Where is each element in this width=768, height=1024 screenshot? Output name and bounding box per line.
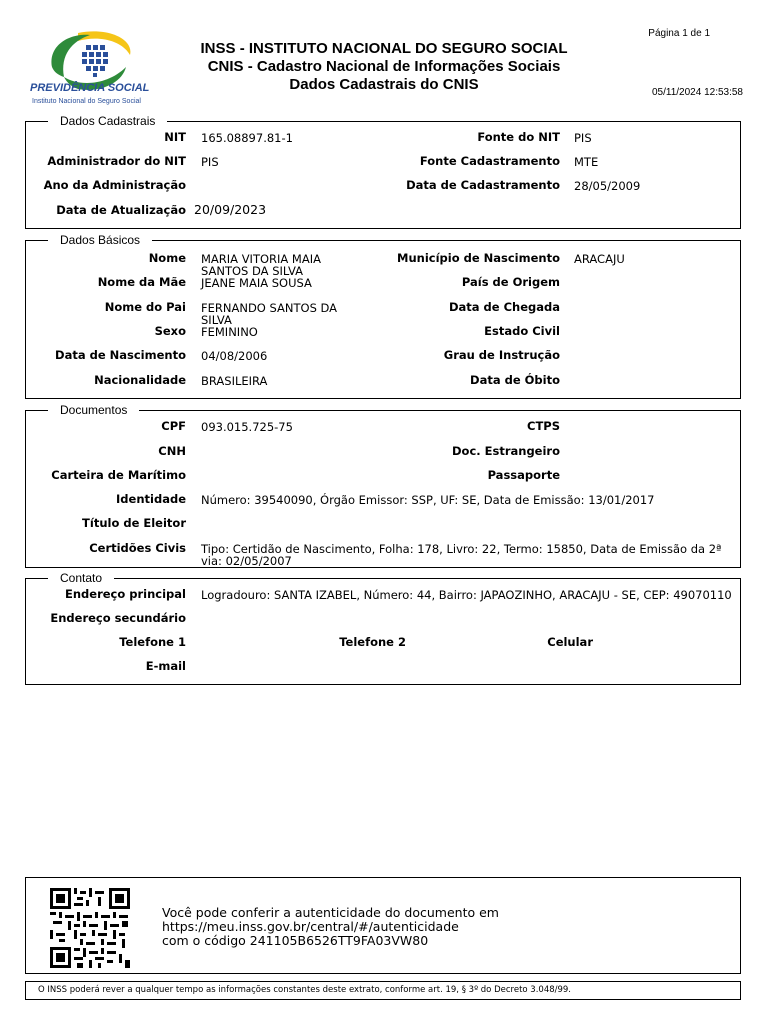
fonte-nit-value: PIS bbox=[574, 131, 592, 145]
pai-label: Nome do Pai bbox=[104, 300, 186, 314]
svg-text:Instituto Nacional do Seguro S: Instituto Nacional do Seguro Social bbox=[32, 98, 141, 105]
contato-section bbox=[25, 571, 741, 685]
telefone1-label: Telefone 1 bbox=[119, 635, 186, 649]
mae-value: JEANE MAIA SOUSA bbox=[201, 276, 312, 290]
section-legend: Dados Cadastrais bbox=[48, 113, 167, 129]
section-legend: Documentos bbox=[48, 402, 139, 418]
email-label: E-mail bbox=[145, 659, 186, 673]
previdencia-social-logo bbox=[30, 27, 160, 107]
doc-estrangeiro-label: Doc. Estrangeiro bbox=[452, 444, 560, 458]
instrucao-label: Grau de Instrução bbox=[443, 348, 560, 362]
identidade-label: Identidade bbox=[116, 492, 186, 506]
cpf-value: 093.015.725-75 bbox=[201, 420, 293, 434]
nome-label: Nome bbox=[148, 251, 186, 265]
verify-text bbox=[162, 906, 499, 948]
data-cad-value: 28/05/2009 bbox=[574, 179, 641, 193]
endereco-principal-label: Endereço principal bbox=[65, 587, 186, 601]
identidade-value: Número: 39540090, Órgão Emissor: SSP, UF: SE, Data de Emissão: 13/01/2017 bbox=[201, 493, 655, 507]
fonte-cad-label: Fonte Cadastramento bbox=[419, 154, 560, 168]
municipio-label: Município de Nascimento bbox=[397, 251, 560, 265]
nome-value: MARIA VITORIA MAIA SANTOS DA SILVA bbox=[201, 252, 321, 278]
telefone2-label: Telefone 2 bbox=[339, 635, 406, 649]
qr-code bbox=[50, 888, 130, 968]
verify-url: https://meu.inss.gov.br/central/#/autenticidade bbox=[162, 919, 459, 934]
celular-label: Celular bbox=[547, 635, 593, 649]
ano-admin-label: Ano da Administração bbox=[43, 178, 186, 192]
passaporte-label: Passaporte bbox=[487, 468, 560, 482]
data-atual-label: Data de Atualização bbox=[56, 203, 186, 217]
documentos-section bbox=[25, 403, 741, 568]
disclaimer-box bbox=[25, 981, 741, 1000]
nacionalidade-value: BRASILEIRA bbox=[201, 374, 268, 388]
estado-civil-label: Estado Civil bbox=[484, 324, 560, 338]
document-title: Dados Cadastrais do CNIS bbox=[289, 76, 479, 93]
dados-cadastrais-section bbox=[25, 114, 741, 229]
nascimento-label: Data de Nascimento bbox=[55, 348, 186, 362]
maritimo-label: Carteira de Marítimo bbox=[51, 468, 186, 482]
certidoes-label: Certidões Civis bbox=[89, 541, 186, 555]
ctps-label: CTPS bbox=[527, 419, 560, 433]
cnh-label: CNH bbox=[158, 444, 186, 458]
nascimento-value: 04/08/2006 bbox=[201, 349, 268, 363]
mae-label: Nome da Mãe bbox=[97, 275, 186, 289]
endereco-secundario-label: Endereço secundário bbox=[50, 611, 186, 625]
nit-value: 165.08897.81-1 bbox=[201, 131, 293, 145]
institute-title: INSS - INSTITUTO NACIONAL DO SEGURO SOCIAL bbox=[200, 40, 568, 57]
dados-basicos-section bbox=[25, 233, 741, 399]
generation-timestamp: 05/11/2024 12:53:58 bbox=[651, 87, 743, 98]
pais-label: País de Origem bbox=[461, 275, 560, 289]
admin-nit-value: PIS bbox=[201, 155, 219, 169]
chegada-label: Data de Chegada bbox=[448, 300, 560, 314]
certidoes-value: Tipo: Certidão de Nascimento, Folha: 178, Livro: 22, Termo: 15850, Data de Emissão da 2ª via: 02/05/2007 bbox=[201, 542, 722, 568]
verify-code: com o código 241105B6526TT9FA03VW80 bbox=[162, 933, 429, 948]
municipio-value: ARACAJU bbox=[574, 252, 625, 266]
authenticity-box bbox=[25, 877, 741, 974]
data-atual-value: 20/09/2023 bbox=[194, 202, 267, 217]
section-legend: Dados Básicos bbox=[48, 232, 152, 248]
nit-label: NIT bbox=[164, 130, 186, 144]
page-indicator: Página 1 de 1 bbox=[648, 28, 710, 39]
admin-nit-label: Administrador do NIT bbox=[47, 154, 186, 168]
fonte-cad-value: MTE bbox=[574, 155, 599, 169]
cpf-label: CPF bbox=[161, 419, 186, 433]
data-cad-label: Data de Cadastramento bbox=[406, 178, 560, 192]
obito-label: Data de Óbito bbox=[470, 373, 560, 387]
fonte-nit-label: Fonte do NIT bbox=[477, 130, 560, 144]
verify-line: Você pode conferir a autenticidade do documento em bbox=[162, 905, 499, 920]
cnis-title: CNIS - Cadastro Nacional de Informações Sociais bbox=[207, 58, 561, 75]
section-legend: Contato bbox=[48, 570, 114, 586]
endereco-principal-value: Logradouro: SANTA IZABEL, Número: 44, Bairro: JAPAOZINHO, ARACAJU - SE, CEP: 49070110 bbox=[201, 588, 732, 602]
nacionalidade-label: Nacionalidade bbox=[94, 373, 186, 387]
sexo-value: FEMININO bbox=[201, 325, 258, 339]
pai-value: FERNANDO SANTOS DA SILVA bbox=[201, 301, 338, 327]
disclaimer-text: O INSS poderá rever a qualquer tempo as informações constantes deste extrato, conforme art. 19, § 3º do Decreto 3.048/99. bbox=[38, 985, 572, 995]
svg-text:PREVIDÊNCIA SOCIAL: PREVIDÊNCIA SOCIAL bbox=[30, 82, 150, 94]
sexo-label: Sexo bbox=[154, 324, 186, 338]
titulo-eleitor-label: Título de Eleitor bbox=[82, 516, 186, 530]
